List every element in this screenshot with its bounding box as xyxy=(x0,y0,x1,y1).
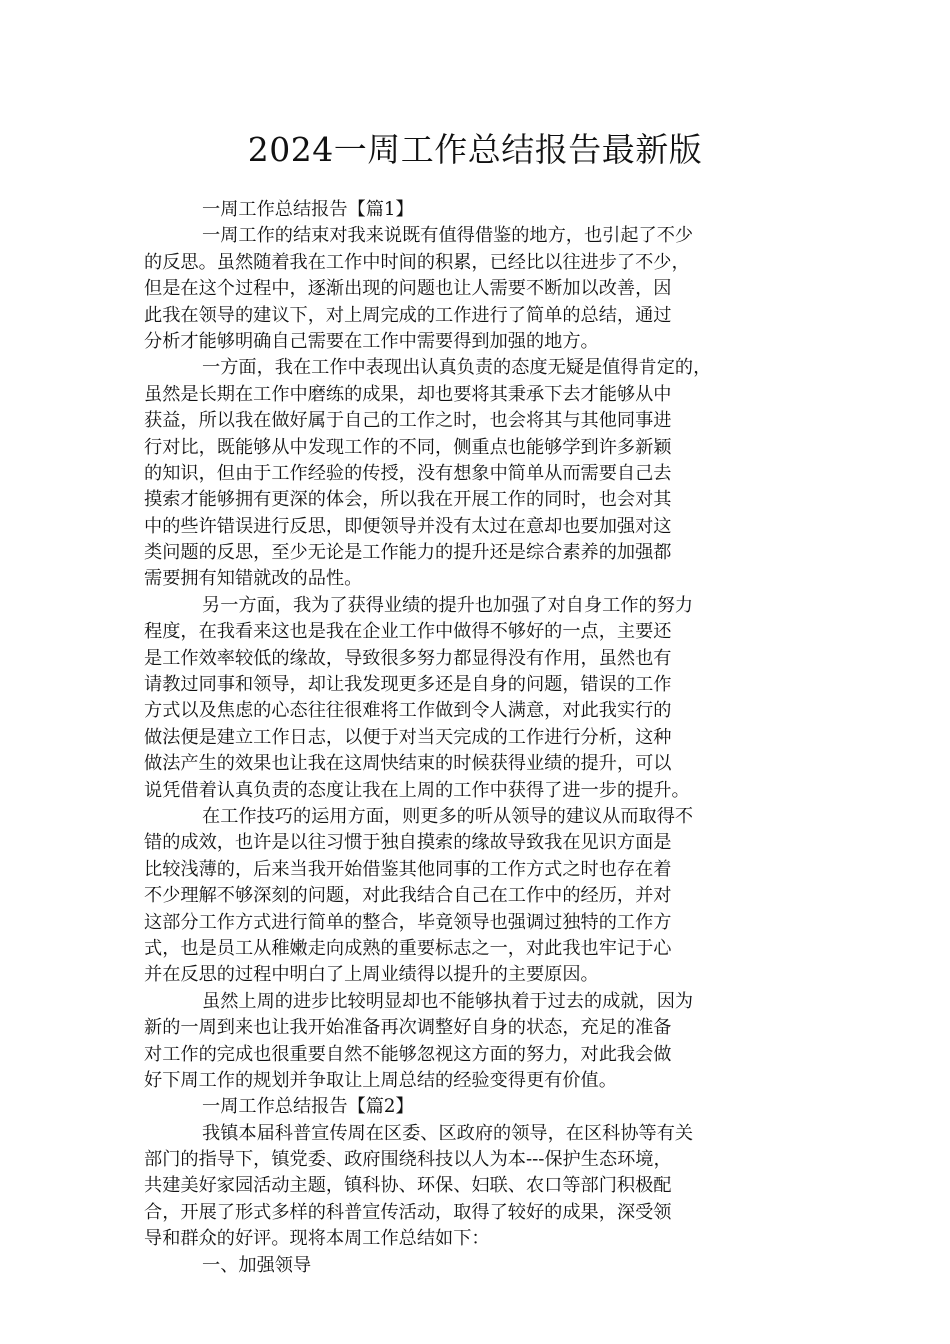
text-line: 并在反思的过程中明白了上周业绩得以提升的主要原因。 xyxy=(144,964,599,986)
text-line: 比较浅薄的，后来当我开始借鉴其他同事的工作方式之时也存在着 xyxy=(144,858,672,880)
text-line: 另一方面，我为了获得业绩的提升也加强了对自身工作的努力 xyxy=(202,594,694,616)
text-line: 是工作效率较低的缘故，导致很多努力都显得没有作用，虽然也有 xyxy=(144,647,672,669)
document-body xyxy=(144,197,808,1279)
text-line: 做法产生的效果也让我在这周快结束的时候获得业绩的提升，可以 xyxy=(144,753,672,775)
text-line: 说凭借着认真负责的态度让我在上周的工作中获得了进一步的提升。 xyxy=(144,779,690,801)
text-line: 错的成效，也许是以往习惯于独自摸索的缘故导致我在见识方面是 xyxy=(144,832,672,854)
text-line: 需要拥有知错就改的品性。 xyxy=(144,568,363,590)
text-line: 中的些许错误进行反思，即便领导并没有太过在意却也要加强对这 xyxy=(144,515,672,537)
text-line: 做法便是建立工作日志，以便于对当天完成的工作进行分析，这种 xyxy=(144,726,672,748)
text-line: 程度，在我看来这也是我在企业工作中做得不够好的一点，主要还 xyxy=(144,621,672,643)
text-line: 请教过同事和领导，却让我发现更多还是自身的问题，错误的工作 xyxy=(144,674,672,696)
text-line: 此我在领导的建议下，对上周完成的工作进行了简单的总结，通过 xyxy=(144,304,672,326)
text-line: 获益，所以我在做好属于自己的工作之时，也会将其与其他同事进 xyxy=(144,410,672,432)
text-line: 好下周工作的规划并争取让上周总结的经验变得更有价值。 xyxy=(144,1069,617,1091)
text-line: 对工作的完成也很重要自然不能够忽视这方面的努力，对此我会做 xyxy=(144,1043,672,1065)
text-line: 式，也是员工从稚嫩走向成熟的重要标志之一，对此我也牢记于心 xyxy=(144,937,672,959)
text-line: 在工作技巧的运用方面，则更多的听从领导的建议从而取得不 xyxy=(202,805,694,827)
text-line: 共建美好家园活动主题，镇科协、环保、妇联、农口等部门积极配 xyxy=(144,1175,672,1197)
text-line: 一周工作总结报告【篇2】 xyxy=(202,1096,414,1118)
text-line: 分析才能够明确自己需要在工作中需要得到加强的地方。 xyxy=(144,330,599,352)
text-line: 不少理解不够深刻的问题，对此我结合自己在工作中的经历，并对 xyxy=(144,885,672,907)
text-line: 部门的指导下，镇党委、政府围绕科技以人为本---保护生态环境， xyxy=(144,1149,672,1171)
text-line: 行对比，既能够从中发现工作的不同，侧重点也能够学到许多新颖 xyxy=(144,436,672,458)
text-line: 一周工作的结束对我来说既有值得借鉴的地方，也引起了不少 xyxy=(202,225,694,247)
text-line: 这部分工作方式进行简单的整合，毕竟领导也强调过独特的工作方 xyxy=(144,911,672,933)
text-line: 虽然上周的进步比较明显却也不能够执着于过去的成就，因为 xyxy=(202,990,694,1012)
text-line: 类问题的反思，至少无论是工作能力的提升还是综合素养的加强都 xyxy=(144,542,672,564)
text-line: 虽然是长期在工作中磨练的成果，却也要将其秉承下去才能够从中 xyxy=(144,383,672,405)
text-line: 新的一周到来也让我开始准备再次调整好自身的状态，充足的准备 xyxy=(144,1017,672,1039)
text-line: 摸索才能够拥有更深的体会，所以我在开展工作的同时，也会对其 xyxy=(144,489,672,511)
text-line: 一、加强领导 xyxy=(202,1254,312,1276)
document-title: 2024一周工作总结报告最新版 xyxy=(247,130,703,169)
text-line: 的反思。虽然随着我在工作中时间的积累，已经比以往进步了不少， xyxy=(144,251,690,273)
text-line: 方式以及焦虑的心态往往很难将工作做到令人满意，对此我实行的 xyxy=(144,700,672,722)
text-line: 我镇本届科普宣传周在区委、区政府的领导，在区科协等有关 xyxy=(202,1122,694,1144)
text-line: 的知识，但由于工作经验的传授，没有想象中简单从而需要自己去 xyxy=(144,462,672,484)
text-line: 但是在这个过程中，逐渐出现的问题也让人需要不断加以改善，因 xyxy=(144,278,672,300)
text-line: 导和群众的好评。现将本周工作总结如下： xyxy=(144,1228,490,1250)
text-line: 一方面，我在工作中表现出认真负责的态度无疑是值得肯定的， xyxy=(202,357,712,379)
text-line: 合，开展了形式多样的科普宣传活动，取得了较好的成果，深受领 xyxy=(144,1201,672,1223)
text-line: 一周工作总结报告【篇1】 xyxy=(202,199,414,220)
